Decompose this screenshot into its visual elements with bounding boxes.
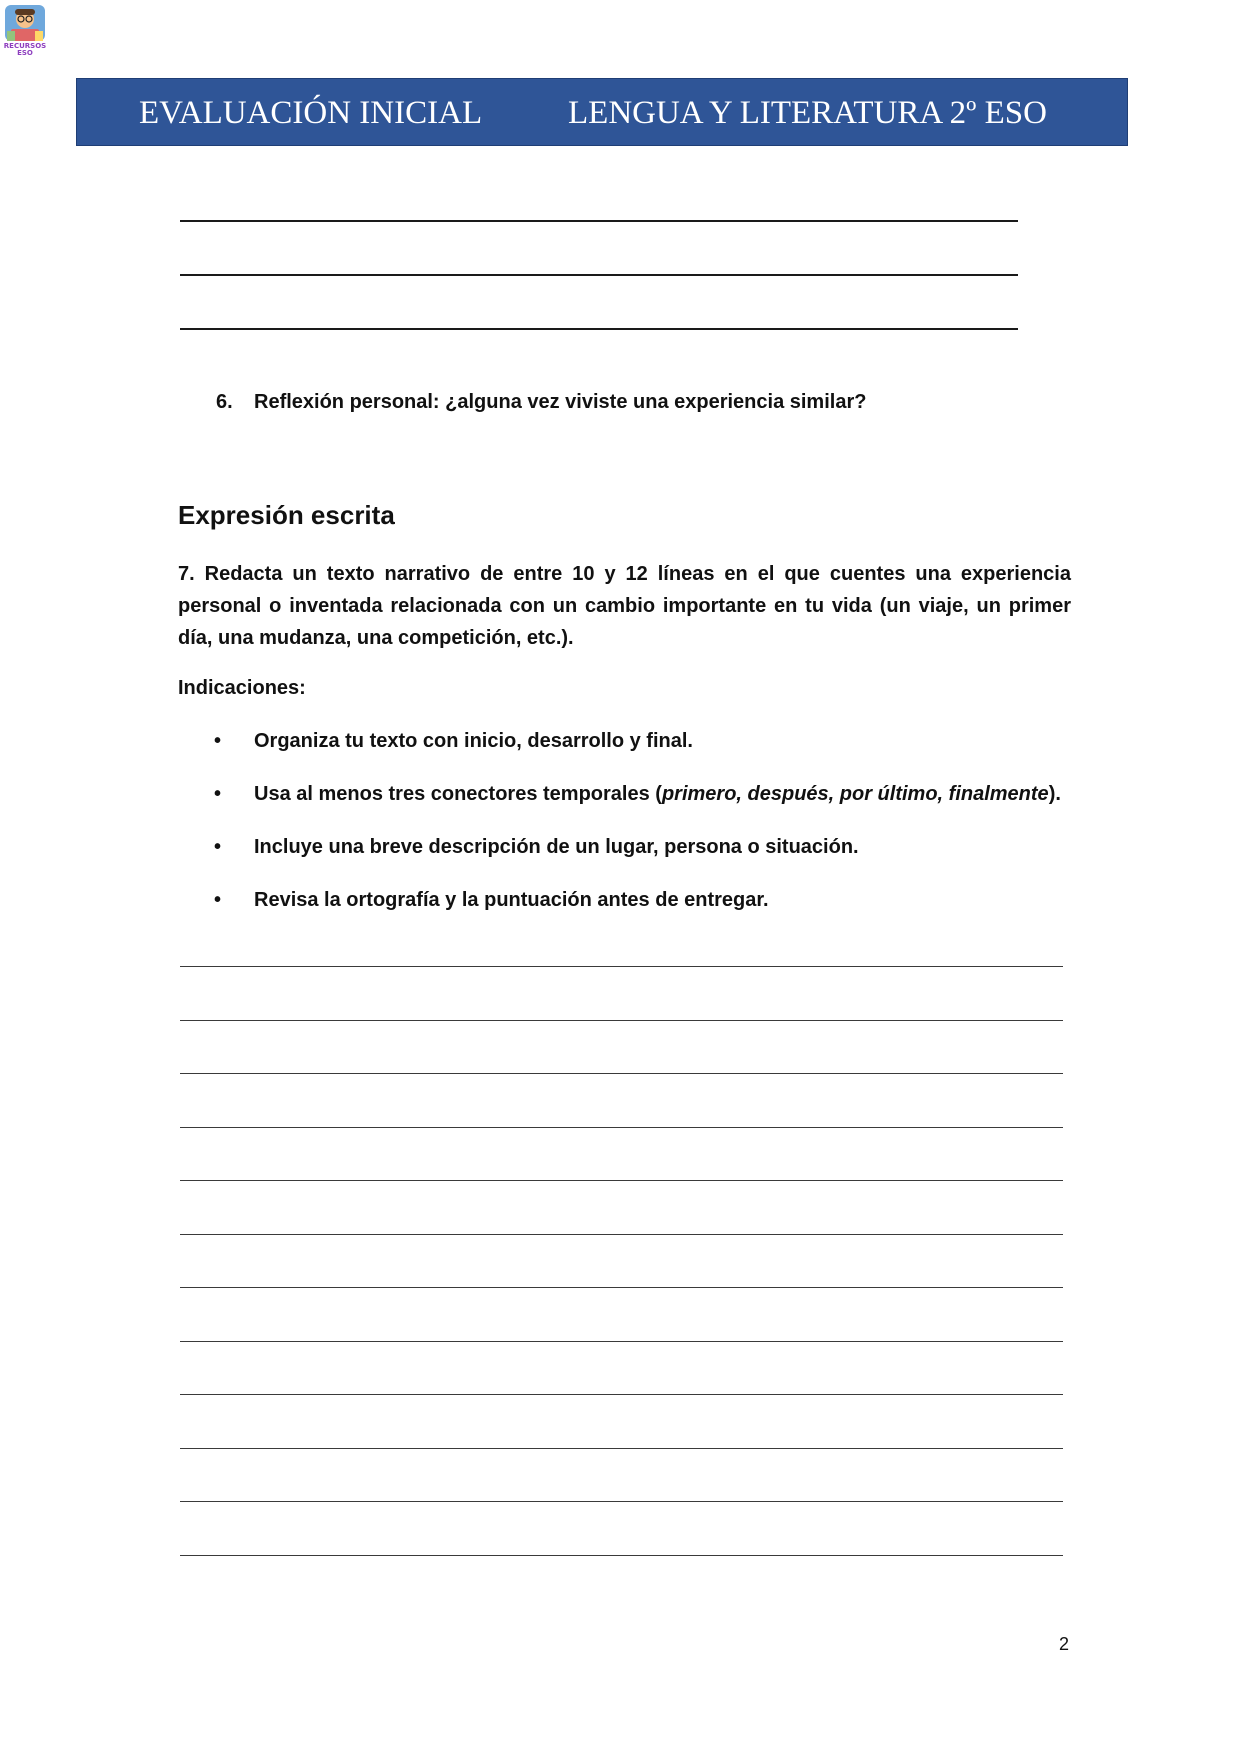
answer-line[interactable] <box>180 274 1018 276</box>
writing-line[interactable] <box>180 1448 1063 1449</box>
writing-line[interactable] <box>180 1127 1063 1128</box>
indication-text-suffix: ). <box>1048 783 1061 805</box>
bullet-icon: • <box>214 889 222 911</box>
writing-line[interactable] <box>180 1020 1063 1021</box>
section-title: Expresión escrita <box>178 500 395 530</box>
indication-text-prefix: Usa al menos tres conectores temporales ( <box>254 783 662 805</box>
writing-line[interactable] <box>180 1555 1063 1556</box>
page-number: 2 <box>1059 1634 1070 1654</box>
header-title-right: LENGUA Y LITERATURA 2º ESO <box>568 95 1047 131</box>
writing-line[interactable] <box>180 1073 1063 1074</box>
question-6-number: 6. <box>216 391 233 413</box>
answer-line[interactable] <box>180 220 1018 222</box>
indication-text: Incluye una breve descripción de un lugar, persona o situación. <box>254 836 859 858</box>
writing-line[interactable] <box>180 1287 1063 1288</box>
writing-line[interactable] <box>180 1180 1063 1181</box>
bullet-icon: • <box>214 730 222 752</box>
svg-text:RECURSOS: RECURSOS <box>3 42 47 50</box>
indications-label: Indicaciones: <box>178 677 306 699</box>
bullet-icon: • <box>214 783 222 805</box>
indication-text: Revisa la ortografía y la puntuación antes de entregar. <box>254 889 769 911</box>
bullet-icon: • <box>214 836 222 858</box>
header-banner <box>76 78 1128 146</box>
writing-line[interactable] <box>180 1501 1063 1502</box>
writing-line[interactable] <box>180 1234 1063 1235</box>
indication-text: Organiza tu texto con inicio, desarrollo y final. <box>254 730 693 752</box>
question-6 <box>216 391 866 414</box>
indication-text-italic: primero, después, por último, finalmente <box>661 783 1049 805</box>
recursos-eso-logo <box>3 3 47 57</box>
indication-item <box>214 836 859 859</box>
writing-line[interactable] <box>180 1341 1063 1342</box>
writing-line[interactable] <box>180 1394 1063 1395</box>
writing-line[interactable] <box>180 966 1063 967</box>
header-title-left: EVALUACIÓN INICIAL <box>139 95 483 131</box>
answer-line[interactable] <box>180 328 1018 330</box>
question-7: 7. Redacta un texto narrativo de entre 10 y 12 líneas en el que cuentes una experiencia personal o inventada relacionada con un cambio importante en tu vida (un viaje, un primer día, una mudanza, una competición, etc.). <box>178 563 1071 649</box>
indication-item <box>214 783 1061 806</box>
question-6-text: Reflexión personal: ¿alguna vez viviste una experiencia similar? <box>254 391 867 413</box>
indication-item <box>214 730 693 753</box>
indication-item <box>214 889 769 912</box>
svg-text:ESO: ESO <box>17 49 33 57</box>
